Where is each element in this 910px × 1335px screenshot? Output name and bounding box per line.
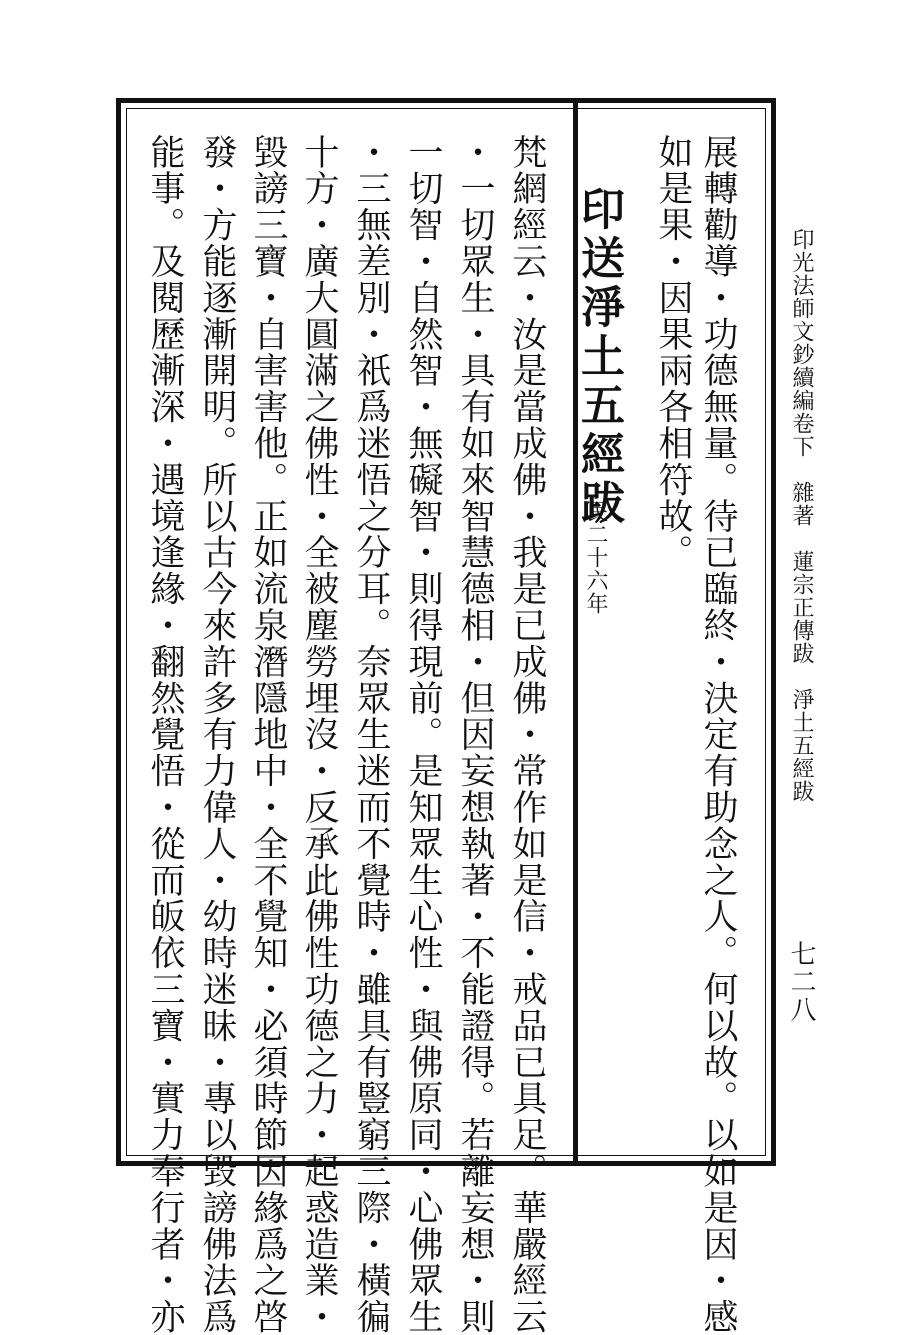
text-column-2: 如是果・因果兩各相符故。 (653, 134, 693, 571)
essay-column-8: 能事。及閱歷漸深・遇境逢緣・翻然覺悟・從而皈依三寶・實力奉行者・亦 (145, 134, 185, 1335)
essay-column-2: ・一切眾生・具有如來智慧德相・但因妄想執著・不能證得。若離妄想・則 (455, 134, 495, 1335)
page-number: 七二八 (786, 940, 816, 1024)
essay-column-5: 十方・廣大圓滿之佛性・全被塵勞埋沒・反承此佛性功德之力・起惑造業・ (299, 134, 339, 1335)
essay-column-4: ・三無差別・祇爲迷悟之分耳。奈眾生迷而不覺時・雖具有豎窮三際・橫徧 (351, 134, 391, 1335)
essay-date: 民二十六年 (583, 500, 608, 615)
essay-title: 印送淨土五經跋 (573, 186, 624, 529)
essay-column-6: 毀謗三寶・自害害他。正如流泉潛隱地中・全不覺知・必須時節因緣爲之啓 (248, 134, 288, 1335)
essay-column-7: 發・方能逐漸開明。所以古今來許多有力偉人・幼時迷昧・專以毀謗佛法爲 (197, 134, 237, 1335)
running-head: 印光法師文鈔續編卷下 雜著 蓮宗正傳跋 淨土五經跋 (789, 228, 814, 803)
essay-column-1: 梵網經云・汝是當成佛・我是已成佛・常作如是信・戒品已具足。華嚴經云 (507, 134, 547, 1335)
text-column-1: 展轉勸導・功德無量。待已臨終・決定有助念之人。何以故。以如是因・感 (698, 134, 738, 1335)
essay-column-3: 一切智・自然智・無礙智・則得現前。是知眾生心性・與佛原同・心佛眾生 (403, 134, 443, 1335)
